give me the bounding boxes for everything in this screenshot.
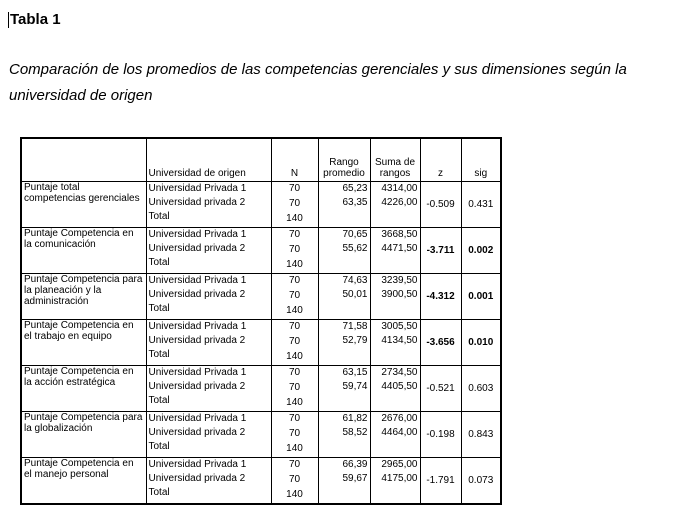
sum-2: 4471,50 [381, 243, 418, 254]
row-sig: 0.001 [461, 274, 501, 320]
group-1: Universidad Privada 1 [148, 459, 247, 470]
table-row [21, 182, 501, 228]
rank-1: 70,65 [342, 229, 368, 240]
rank-1: 66,39 [342, 459, 368, 470]
row-n [271, 228, 318, 274]
n-2: 70 [288, 290, 301, 301]
n-2: 70 [288, 336, 301, 347]
rank-1: 61,82 [342, 413, 368, 424]
rank-1: 65,23 [342, 183, 368, 194]
group-1: Universidad Privada 1 [148, 321, 247, 332]
row-groups [146, 458, 271, 505]
comparison-table [20, 137, 502, 505]
sum-1: 4314,00 [381, 183, 418, 194]
row-groups [146, 366, 271, 412]
rank-2: 55,62 [342, 243, 368, 254]
table-row [21, 320, 501, 366]
rank-1: 71,58 [342, 321, 368, 332]
row-z: -1.791 [420, 458, 461, 505]
row-n [271, 274, 318, 320]
n-2: 70 [288, 382, 301, 393]
row-label: Puntaje total competencias gerenciales [21, 182, 146, 228]
n-2: 70 [288, 244, 301, 255]
sum-1: 2676,00 [381, 413, 418, 424]
group-1: Universidad Privada 1 [148, 229, 247, 240]
group-1: Universidad Privada 1 [148, 275, 247, 286]
row-rank [318, 274, 370, 320]
table-row [21, 412, 501, 458]
row-sig: 0.431 [461, 182, 501, 228]
row-rank [318, 320, 370, 366]
table-subtitle: Comparación de los promedios de las competencias gerenciales y sus dimensiones según la universidad de origen [9, 61, 627, 104]
n-1: 70 [288, 321, 301, 332]
group-total: Total [148, 211, 170, 222]
row-sig: 0.010 [461, 320, 501, 366]
group-1: Universidad Privada 1 [148, 367, 247, 378]
row-z: -0.198 [420, 412, 461, 458]
rank-1: 74,63 [342, 275, 368, 286]
sum-1: 3239,50 [381, 275, 418, 286]
row-groups [146, 228, 271, 274]
row-sig: 0.073 [461, 458, 501, 505]
n-1: 70 [288, 367, 301, 378]
n-total: 140 [286, 351, 303, 362]
rank-2: 59,67 [342, 473, 368, 484]
group-total: Total [148, 303, 170, 314]
group-2: Universidad privada 2 [148, 381, 246, 392]
row-z: -0.521 [420, 366, 461, 412]
row-label: Puntaje Competencia en la acción estratégica [21, 366, 146, 412]
table-row [21, 274, 501, 320]
rank-2: 59,74 [342, 381, 368, 392]
group-1: Universidad Privada 1 [148, 183, 247, 194]
group-2: Universidad privada 2 [148, 335, 246, 346]
table-title: Tabla 1 [10, 11, 61, 28]
sum-2: 4405,50 [381, 381, 418, 392]
sum-1: 3005,50 [381, 321, 418, 332]
table-row [21, 366, 501, 412]
group-2: Universidad privada 2 [148, 427, 246, 438]
row-n [271, 320, 318, 366]
row-sum [370, 320, 420, 366]
sum-2: 4226,00 [381, 197, 418, 208]
row-rank [318, 458, 370, 505]
table-row [21, 228, 501, 274]
rank-2: 52,79 [342, 335, 368, 346]
n-2: 70 [288, 198, 301, 209]
sum-2: 4134,50 [381, 335, 418, 346]
row-label: Puntaje Competencia para la globalización [21, 412, 146, 458]
header-sig: sig [461, 138, 501, 182]
n-2: 70 [288, 428, 301, 439]
row-rank [318, 228, 370, 274]
n-1: 70 [288, 459, 301, 470]
header-group: Universidad de origen [146, 138, 271, 182]
group-total: Total [148, 395, 170, 406]
group-total: Total [148, 349, 170, 360]
table-row [21, 458, 501, 505]
group-2: Universidad privada 2 [148, 243, 246, 254]
group-total: Total [148, 257, 170, 268]
row-n [271, 458, 318, 505]
row-label: Puntaje Competencia para la planeación y la administración [21, 274, 146, 320]
sum-2: 4175,00 [381, 473, 418, 484]
row-z: -0.509 [420, 182, 461, 228]
row-n [271, 412, 318, 458]
row-rank [318, 182, 370, 228]
sum-2: 4464,00 [381, 427, 418, 438]
row-z: -3.711 [420, 228, 461, 274]
header-sum: Suma de rangos [370, 138, 420, 182]
n-1: 70 [288, 413, 301, 424]
row-rank [318, 366, 370, 412]
row-sig: 0.603 [461, 366, 501, 412]
sum-1: 3668,50 [381, 229, 418, 240]
row-sum [370, 274, 420, 320]
rank-2: 63,35 [342, 197, 368, 208]
n-total: 140 [286, 397, 303, 408]
sum-1: 2734,50 [381, 367, 418, 378]
row-groups [146, 412, 271, 458]
group-2: Universidad privada 2 [148, 289, 246, 300]
header-rank: Rango promedio [318, 138, 370, 182]
row-groups [146, 320, 271, 366]
group-2: Universidad privada 2 [148, 473, 246, 484]
sum-1: 2965,00 [381, 459, 418, 470]
row-label: Puntaje Competencia en el manejo personal [21, 458, 146, 505]
row-n [271, 182, 318, 228]
n-total: 140 [286, 305, 303, 316]
group-total: Total [148, 487, 170, 498]
sum-2: 3900,50 [381, 289, 418, 300]
row-sum [370, 228, 420, 274]
header-row [21, 138, 501, 182]
n-total: 140 [286, 213, 303, 224]
row-z: -3.656 [420, 320, 461, 366]
row-label: Puntaje Competencia en el trabajo en equipo [21, 320, 146, 366]
row-sum [370, 366, 420, 412]
group-1: Universidad Privada 1 [148, 413, 247, 424]
row-sum [370, 182, 420, 228]
row-groups [146, 274, 271, 320]
row-sig: 0.843 [461, 412, 501, 458]
n-1: 70 [288, 183, 301, 194]
header-z: z [420, 138, 461, 182]
row-groups [146, 182, 271, 228]
n-1: 70 [288, 229, 301, 240]
row-z: -4.312 [420, 274, 461, 320]
n-total: 140 [286, 443, 303, 454]
row-sum [370, 412, 420, 458]
n-total: 140 [286, 489, 303, 500]
n-2: 70 [288, 474, 301, 485]
header-n: N [271, 138, 318, 182]
rank-2: 58,52 [342, 427, 368, 438]
row-label: Puntaje Competencia en la comunicación [21, 228, 146, 274]
row-rank [318, 412, 370, 458]
n-1: 70 [288, 275, 301, 286]
row-n [271, 366, 318, 412]
text-cursor [8, 12, 9, 28]
group-total: Total [148, 441, 170, 452]
n-total: 140 [286, 259, 303, 270]
rank-1: 63,15 [342, 367, 368, 378]
header-label-cell [21, 138, 146, 182]
row-sum [370, 458, 420, 505]
group-2: Universidad privada 2 [148, 197, 246, 208]
row-sig: 0.002 [461, 228, 501, 274]
rank-2: 50,01 [342, 289, 368, 300]
